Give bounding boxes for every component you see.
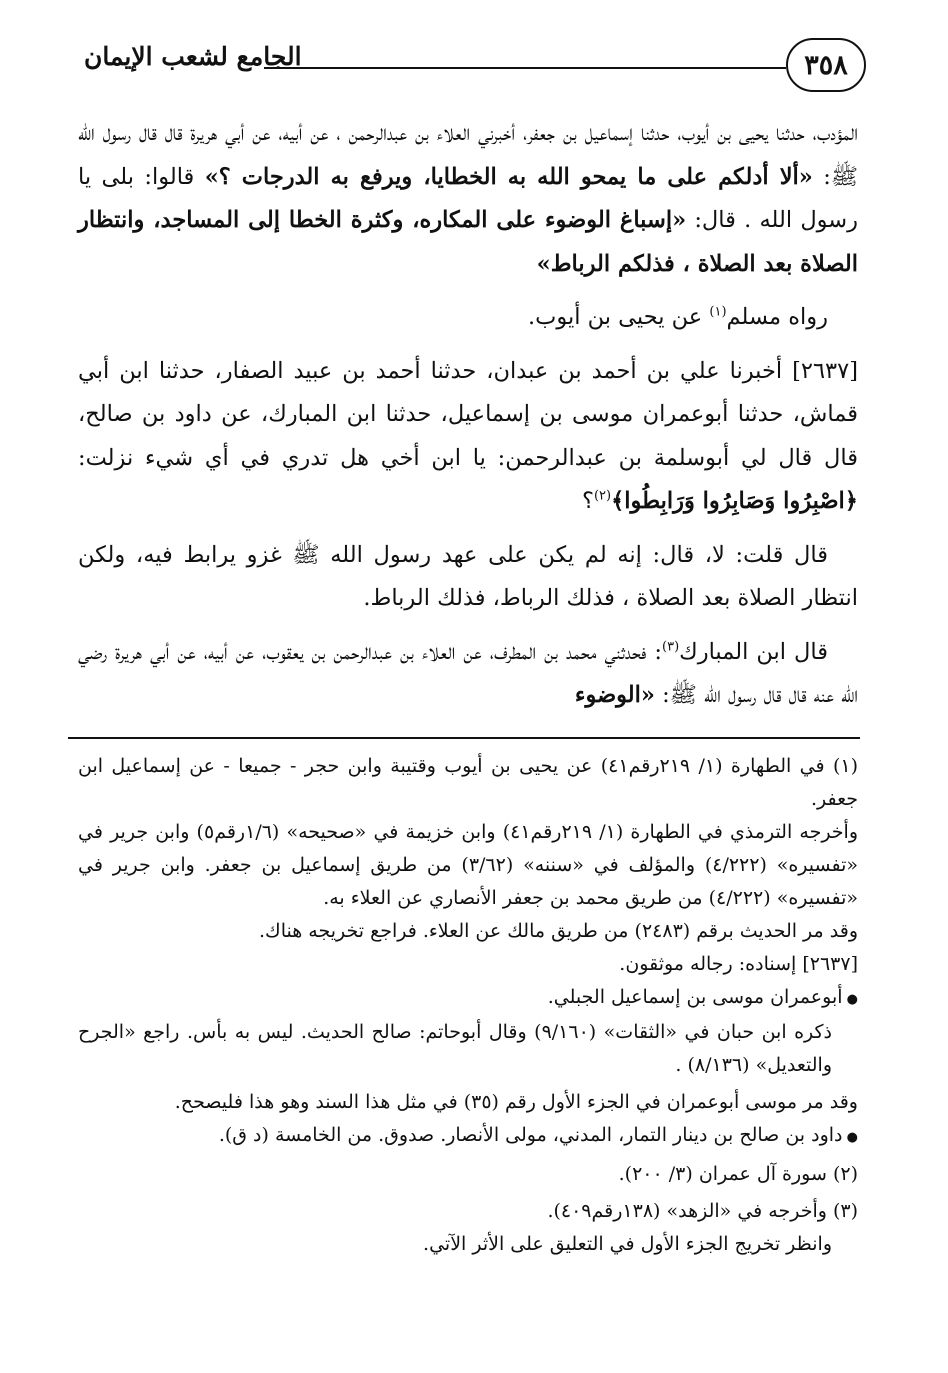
footnote-divider (68, 737, 860, 739)
hadith-quote: «ألا أدلكم على ما يمحو الله به الخطايا، ويرفع به الدرجات ؟» (204, 163, 813, 190)
book-title: الجامع لشعب الإيمان (84, 42, 302, 71)
footnote-1-continued: وأخرجه الترمذي في الطهارة (١/ ٢١٩رقم٤١) وابن خزيمة في «صحيحه» (١/٦رقم٥) وابن جرير في «تفسيره» (٤/٢٢٢) والمؤلف في «سننه» (٣/٦٢) من طريق إسماعيل بن جعفر. وابن جرير في «تفسيره» (٤/٢٢٢) من طريق محمد بن جعفر الأنصاري عن العلاء به. (78, 821, 859, 909)
text: عن يحيى بن أيوب. (528, 304, 710, 330)
text: قال ابن المبارك (679, 638, 828, 665)
footnote-ref[interactable]: (٣) (662, 639, 680, 654)
footnote-1-continued: وقد مر الحديث برقم (٢٤٨٣) من طريق مالك عن العلاء. فراجع تخريجه هناك. (259, 920, 858, 942)
footnotes (78, 750, 858, 1261)
text: [٢٦٣٧] أخبرنا علي بن أحمد بن عبدان، حدثنا أحمد بن عبيد الصفار، حدثنا ابن أبي قماش، حدثنا أبوعمران موسى بن إسماعيل، حدثنا ابن المبارك، عن داود بن صالح، قال قال لي أبوسلمة بن عبدالرحمن: يا ابن أخي هل تدري في أي شيء نزلت: (78, 357, 858, 471)
narrator-entry: ● أبوعمران موسى بن إسماعيل الجبلي. (78, 981, 858, 1016)
text: ؟ (581, 488, 594, 514)
paragraph-3 (78, 350, 858, 524)
paragraph-1 (78, 112, 858, 286)
paragraph-4: قال قلت: لا، قال: إنه لم يكن على عهد رسول الله ﷺ غزو يرابط فيه، ولكن انتظار الصلاة بعد الصلاة ، فذلك الرباط، فذلك الرباط. (78, 541, 858, 611)
footnote-ref[interactable]: (١) (709, 304, 727, 320)
hadith-quote: «إسباغ الوضوء على المكاره، وكثرة الخطا إلى المساجد، وانتظار الصلاة بعد الصلاة ، فذلكم الرباط» (78, 207, 858, 277)
footnote-ref[interactable]: (٢) (593, 488, 612, 504)
paragraph-2 (78, 296, 858, 340)
narrator-note: ذكره ابن حبان في «الثقات» (٩/١٦٠) وقال أبوحاتم: صالح الحديث. ليس به بأس. راجع «الجرح والتعديل» (٨/١٣٦) . (78, 1021, 833, 1076)
footnote-1: (١) في الطهارة (١/ ٢١٩رقم٤١) عن يحيى بن أيوب وقتيبة وابن حجر - جميعا - عن إسماعيل ابن جعفر. (78, 755, 858, 810)
footnote-2637: [٢٦٣٧] إسناده: رجاله موثقون. (619, 953, 858, 975)
paragraph-5 (78, 631, 858, 718)
correction-note: وقد مر موسى أبوعمران في الجزء الأول رقم (٣٥) في مثل هذا السند وهو هذا فليصحح. (174, 1091, 858, 1113)
main-text (78, 112, 858, 728)
quran-quote: ﴿اصْبِرُوا وَصَابِرُوا وَرَابِطُوا﴾ (611, 488, 858, 514)
narrator-entry: ● داود بن صالح بن دينار التمار، المدني، مولى الأنصار. صدوق. من الخامسة (د ق). (78, 1119, 858, 1154)
header-divider (264, 67, 786, 69)
text: : فحدثني محمد بن المطرف، عن العلاء بن عبدالرحمن بن يعقوب، عن أبيه، عن أبي هريرة رضي الله عنه قال قال رسول الله ﷺ: (78, 638, 858, 708)
page-number: ٣٥٨ (786, 38, 866, 92)
footnote-3: (٣) وأخرجه في «الزهد» (١٣٨رقم٤٠٩). (547, 1200, 858, 1222)
footnote-2: (٢) سورة آل عمران (٣/ ٢٠٠). (618, 1163, 858, 1185)
footnote-3-continued: وانظر تخريج الجزء الأول في التعليق على الأثر الآتي. (423, 1233, 832, 1255)
text: رواه مسلم (726, 304, 828, 330)
text: المؤدب، حدثنا يحيى بن أيوب، حدثنا إسماعيل بن جعفر، أخبرني العلاء بن عبدالرحمن ، عن أبيه، عن أبي هريرة قال قال رسول الله ﷺ: (78, 120, 859, 190)
page-header (84, 38, 866, 98)
text: قالوا: بلى يا رسول الله . قال: (78, 163, 859, 233)
hadith-quote: «الوضوء (574, 682, 655, 708)
